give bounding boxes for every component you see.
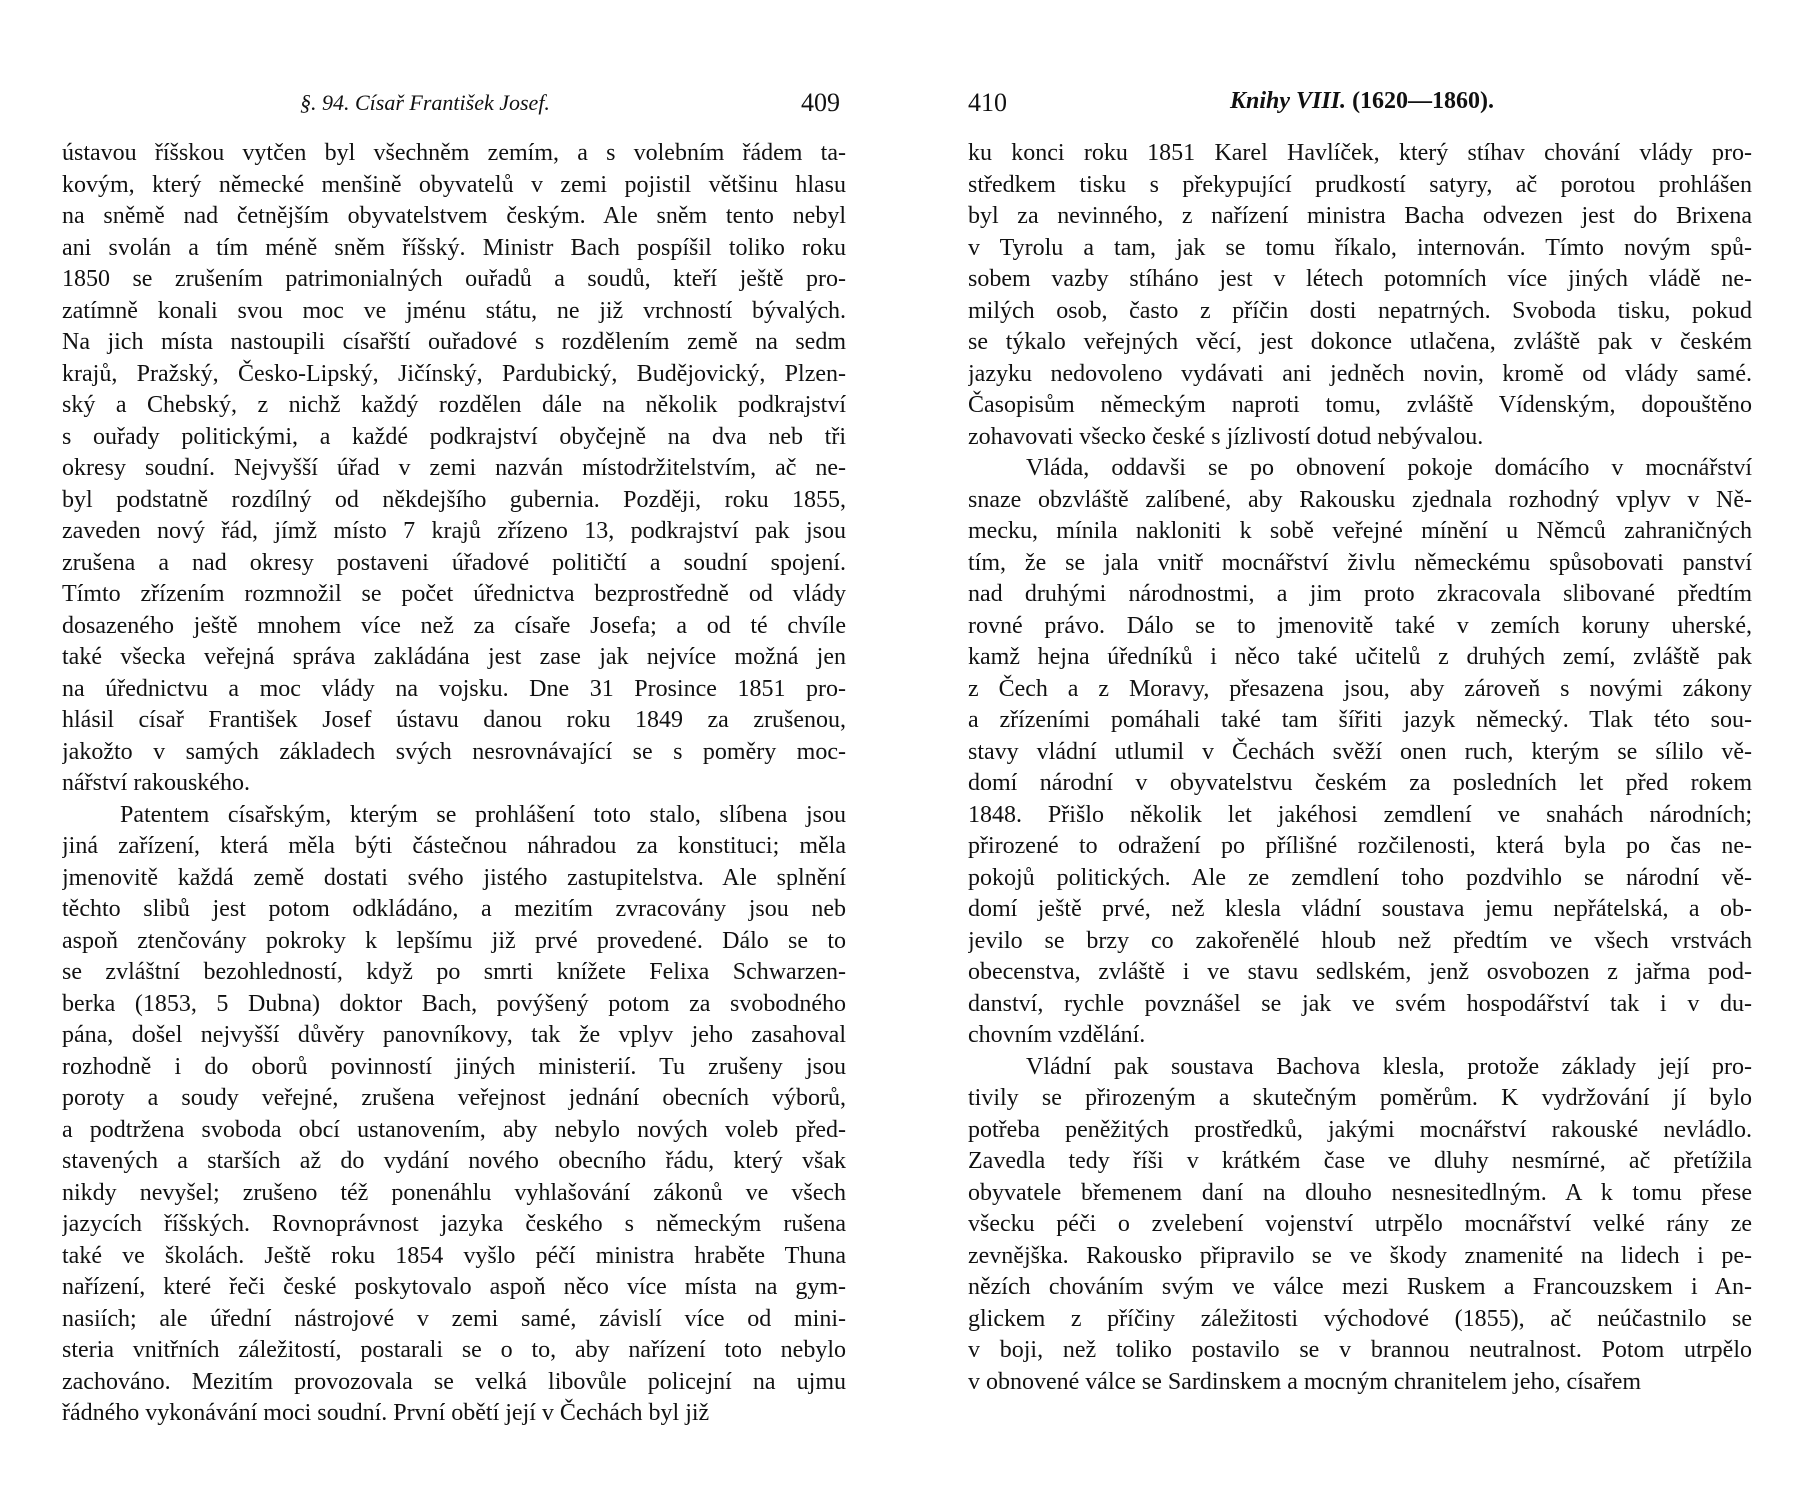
text-line: dosazeného ještě mnohem více než za císaře Josefa; a od té chvíle [62,612,846,639]
text-line: nad druhými národnostmi, a jim proto zkracovala slibované předtím [968,581,1752,607]
text-line: Na jich místa nastoupili císařští ouřadové s rozdělením země na sedm [62,329,846,355]
text-line: pokojů politických. Ale ze zemdlení toho pozdvihlo se národní vě- [968,864,1752,891]
text-line: berka (1853, 5 Dubna) doktor Bach, povýšený potom za svobodného [62,990,846,1017]
text-line: stavených a starších až do vydání nového obecního řádu, který však [62,1148,846,1174]
text-line: ani svolán a tím méně sněm říšský. Ministr Bach pospíšil toliko roku [62,234,846,261]
text-line: steria vnitřních záležitostí, postarali se o to, aby nařízení toto nebylo [62,1337,846,1363]
text-line: řádného vykonávání moci soudní. První obětí její v Čechách byl již [62,1400,710,1426]
text-line: tím, že se jala vnitř mocnářství živlu německému spůsobovati panství [968,549,1752,576]
left-paragraph-2 [62,800,846,1430]
right-page [900,0,1800,1500]
text-line: na sněmě nad četnějším obyvatelstvem českým. Ale sněm tento nebyl [62,203,846,229]
text-line: také všecka veřejná správa zakládána jest zase jak nejvíce možná jen [62,644,846,670]
text-line: mecku, mínila nakloniti k sobě veřejné mínění u Němců zahraničných [968,518,1752,544]
right-paragraph-3 [968,1052,1752,1399]
text-line: středkem tisku s překypující prudkostí satyry, ač porotou prohlášen [968,171,1752,198]
text-line: byl podstatně rozdílný od někdejšího gubernia. Později, roku 1855, [62,486,846,513]
right-paragraph-2 [968,453,1752,1052]
text-line: krajů, Pražský, Česko-Lipský, Jičínský, Pardubický, Budějovický, Plzen- [62,360,846,387]
text-line: v obnovené válce se Sardinskem a mocným chranitelem jeho, císařem [968,1368,1642,1395]
right-paragraph-1 [968,138,1752,453]
text-line: kovým, který německé menšině obyvatelů v zemi pojistil většinu hlasu [62,171,846,198]
text-line: rozhodně i do oborů povinností jiných ministerií. Tu zrušeny jsou [62,1053,846,1080]
right-page-body [968,138,1752,1398]
text-line: Zavedla tedy říši v krátkém čase ve dluhy nesmírné, ač přetížila [968,1148,1752,1174]
text-line: domí národní v obyvatelstvu českém za posledních let před rokem [968,770,1752,796]
right-page-number: 410 [968,88,1007,117]
text-line: zaveden nový řád, jímž místo 7 krajů zřízeno 13, podkrajství pak jsou [62,518,846,544]
right-running-title [1230,88,1494,115]
text-line: jmenovitě každá země dostati svého jistého zastupitelstva. Ale splnění [62,864,846,891]
text-line: okresy soudní. Nejvyšší úřad v zemi nazván místodržitelstvím, ač ne- [62,455,846,481]
text-line: přirozené to odražení po přílišné rozčilenosti, která byla po čas ne- [968,833,1752,859]
text-line: všecku péči o zvelebení vojenství utrpělo mocnářství velké rány ze [968,1211,1752,1237]
text-line: zevnějška. Rakousko připravilo se ve škody znamenité na lidech i pe- [968,1242,1752,1269]
text-line: 1848. Přišlo několik let jakéhosi zemdlení ve snahách národních; [968,801,1752,828]
text-line: Tímto zřízením rozmnožil se počet úřednictva bezprostředně od vlády [62,581,846,607]
text-line: na úřednictvu a moc vlády na vojsku. Dne 31 Prosince 1851 pro- [62,675,846,702]
text-line: pána, došel nejvyšší důvěry panovníkovy, tak že vplyv jeho zasahoval [62,1022,846,1048]
text-line: obyvatele břemenem daní na dlouho nesnesitedlným. A k tomu přese [968,1179,1752,1206]
text-line: glickem z příčiny záležitosti východové (1855), ač neúčastnilo se [968,1305,1752,1332]
text-line: tivily se přirozeným a skutečným poměrům. K vydržování jí bylo [968,1085,1752,1111]
text-line: ústavou říšskou vytčen byl všechněm zemím, a s volebním řádem ta- [62,140,846,166]
text-line: jazycích říšských. Rovnoprávnost jazyka českého s německým rušena [62,1211,846,1237]
text-line: stavy vládní utlumil v Čechách svěží onen ruch, kterým se sílilo vě- [968,738,1752,765]
text-line: jazyku nedovoleno vydávati ani jedněch novin, kromě od vlády samé. [968,360,1752,387]
text-line: milých osob, často z příčin dosti nepatrných. Svoboda tisku, pokud [968,297,1752,324]
text-line: nařízení, které řeči české poskytovalo aspoň něco více místa na gym- [62,1274,846,1300]
left-page-number: 409 [801,88,840,117]
text-line: těchto slibů jest potom odkládáno, a mezitím zvracovány jsou neb [62,896,846,922]
text-line: v boji, než toliko postavilo se v brannou neutralnost. Potom utrpělo [968,1337,1752,1363]
text-line: zatímně konali svou moc ve jménu státu, ne již vrchností bývalých. [62,297,846,324]
text-line: v Tyrolu a tam, jak se tomu říkalo, internován. Tímto novým spů- [968,234,1752,261]
text-line: chovním vzdělání. [968,1022,1146,1048]
text-line: zohavovati všecko české s jízlivostí dotud nebývalou. [968,423,1484,450]
text-line: Vládní pak soustava Bachova klesla, protože základy její pro- [1026,1053,1752,1080]
text-line: potřeba peněžitých prostředků, jakými mocnářství rakouské nevládlo. [968,1116,1752,1143]
text-line: a podtržena svoboda obcí ustanovením, aby nebylo nových voleb před- [62,1116,846,1143]
text-line: z Čech a z Moravy, přesazena jsou, aby zároveň s novými zákony [968,675,1752,702]
left-page-body [62,138,846,1430]
text-line: také ve školách. Ještě roku 1854 vyšlo péčí ministra hraběte Thuna [62,1242,846,1269]
text-line: snaze obzvláště zalíbené, aby Rakousku zjednala rozhodný vplyv v Ně- [968,486,1752,513]
text-line: a zřízeními pomáhali také tam šířiti jazyk německý. Tlak této sou- [968,707,1752,733]
text-line: nasiích; ale úřední nástrojové v zemi samé, závislí více od mini- [62,1305,846,1332]
text-line: ku konci roku 1851 Karel Havlíček, který stíhav chování vlády pro- [968,140,1752,166]
text-line: rovné právo. Dálo se to jmenovitě také v zemích koruny uherské, [968,612,1752,639]
text-line: hlásil císař František Josef ústavu danou roku 1849 za zrušenou, [62,707,846,733]
text-line: obecenstva, zvláště i ve stavu sedlském, jenž osvobozen z jařma pod- [968,959,1752,985]
right-running-title-years: (1620—1860). [1352,88,1495,114]
left-running-title: §. 94. Císař František Josef. [300,90,550,115]
text-line: byl za nevinného, z nařízení ministra Bacha odvezen jest do Brixena [968,203,1752,229]
text-line: nikdy nevyšel; zrušeno též ponenáhlu vyhlašování zákonů ve všech [62,1179,846,1206]
text-line: jevilo se brzy co zakořenělé hloub než předtím ve všech vrstvách [968,927,1752,954]
text-line: 1850 se zrušením patrimonialných ouřadů a soudů, kteří ještě pro- [62,266,846,292]
text-line: domí ještě prvé, než klesla vládní soustava jemu nepřátelská, a ob- [968,896,1752,922]
text-line: kamž hejna úředníků i něco také učitelů z druhých zemí, zvláště pak [968,644,1752,670]
text-line: ský a Chebský, z nichž každý rozdělen dále na několik podkrajství [62,392,846,418]
text-line: aspoň ztenčovány pokroky k lepšímu již prvé provedené. Dálo se to [62,927,846,954]
text-line: zrušena a nad okresy postaveni úřadové političtí a soudní spojení. [62,549,846,576]
text-line: nězích chováním svým ve válce mezi Ruskem a Francouzskem i An- [968,1274,1752,1300]
text-line: Patentem císařským, kterým se prohlášení toto stalo, slíbena jsou [120,801,846,828]
text-line: poroty a soudy veřejné, zrušena veřejnost jednání obecních výborů, [62,1085,846,1111]
right-running-title-book: Knihy VIII. [1230,88,1347,114]
text-line: sobem vazby stíháno jest v létech potomních více jiných vládě ne- [968,266,1752,292]
text-line: se zvláštní bezohledností, když po smrti knížete Felixa Schwarzen- [62,959,846,985]
text-line: danství, rychle povznášel se jak ve svém hospodářství tak i v du- [968,990,1752,1017]
text-line: zachováno. Mezitím provozovala se velká libovůle policejní na ujmu [62,1368,846,1395]
text-line: jiná zařízení, která měla býti částečnou náhradou za konstituci; měla [62,833,846,859]
text-line: se týkalo veřejných věcí, jest dokonce utlačena, zvláště pak v českém [968,329,1752,355]
text-line: nářství rakouského. [62,770,250,796]
text-line: s ouřady politickými, a každé podkrajství obyčejně na dva neb tři [62,423,846,450]
text-line: jakožto v samých základech svých nesrovnávající se s poměry moc- [62,738,846,765]
text-line: Časopisům německým naproti tomu, zvláště Vídenským, dopouštěno [968,392,1752,418]
left-paragraph-1 [62,138,846,800]
text-line: Vláda, oddavši se po obnovení pokoje domácího v mocnářství [1026,455,1752,481]
